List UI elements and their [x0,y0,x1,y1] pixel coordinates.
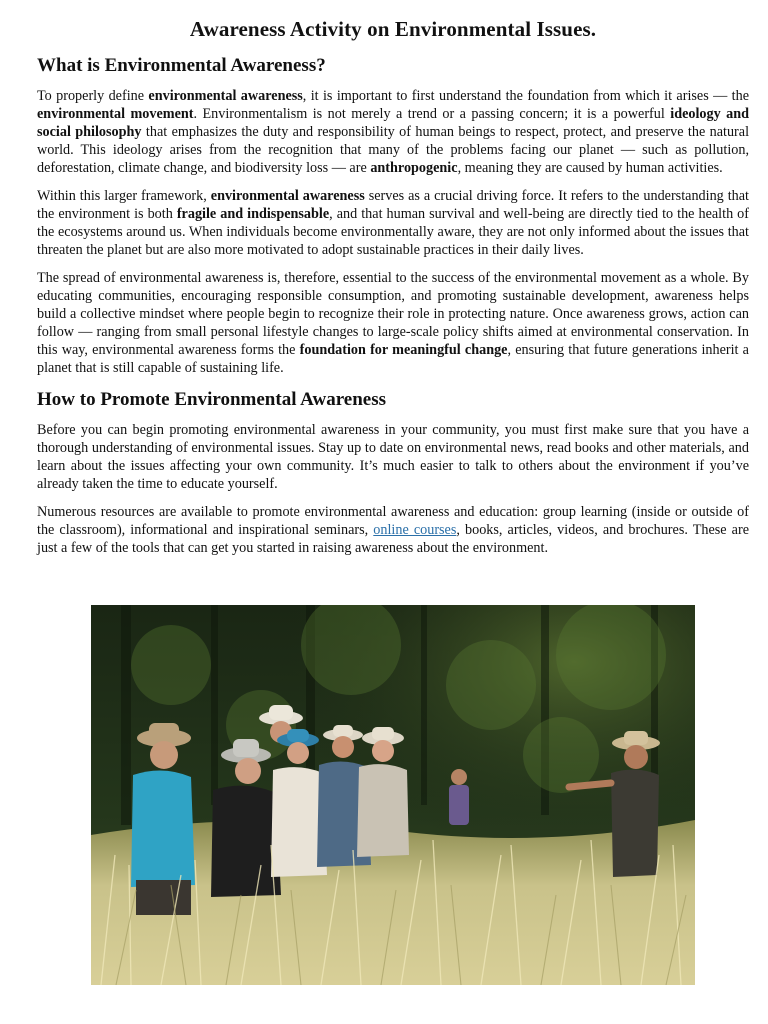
bold-term: environmental awareness [148,88,303,104]
paragraph-framework: Within this larger framework, environmental awareness serves as a crucial driving force. It refers to the understanding that the environment is both fragile and indispensable, and that human survival and well-being are directly tied to the health of the ecosystems around us. When individuals become environmentally aware, they are not only informed about the issues that threaten the planet but are also more motivated to adopt sustainable practices in their daily lives. [37,187,750,259]
document-page [37,14,749,567]
bold-term: fragile and indispensable [176,206,330,223]
section-heading-what-is: What is Environmental Awareness? [37,55,326,76]
bold-term: environmental movement [37,106,194,123]
person-distant [449,769,469,825]
photo-group-in-meadow [91,605,695,985]
section-heading-how-to: How to Promote Environmental Awareness [37,388,387,410]
bold-term: anthropogenic [370,160,458,177]
paragraph-spread: The spread of environmental awareness is, therefore, essential to the success of the environmental movement as a whole. By educating communities, encouraging responsible consumption, and promoting sustainable development, awareness helps build a collective mindset where people begin to recognize their role in protecting nature. Once awareness grows, action can follow — ranging from small personal lifestyle changes to large-scale policy shifts aimed at environmental conservation. In this way, environmental awareness forms the foundation for meaningful change, ensuring that future generations inherit a planet that is still capable of sustaining life. [37,269,749,377]
bold-term: ideology and social philosophy [37,106,750,141]
photo-illustration [91,605,695,985]
paragraph-definition: To properly define environmental awareness, it is important to first understand the foundation from which it arises — the environmental movement. Environmentalism is not merely a trend or a passing concern; it is a powerful ideology and social philosophy that emphasizes the duty and responsibility of human beings to respect, protect, and preserve the natural world. This ideology arises from the recognition that many of the problems facing our planet — such as pollution, deforestation, climate change, and biodiversity loss — are anthropogenic, meaning they are caused by human activities. [37,88,750,177]
paragraph-resources: Numerous resources are available to promote environmental awareness and education: group learning (inside or outside of the classroom), informational and inspirational seminars, online courses, books, articles, videos, and brochures. These are just a few of the tools that can get you started in raising awareness about the environment. [37,503,750,556]
paragraph-before-you-begin: Before you can begin promoting environmental awareness in your community, you must first make sure that you have a thorough understanding of environmental issues. Stay up to date on environmental news, read books and other materials, and learn about the issues affecting your own community. It’s much easier to talk to others about the environment if you’ve already taken the time to educate yourself. [37,421,749,493]
bold-term: environmental awareness [210,187,365,204]
bold-term: foundation for meaningful change [299,342,508,359]
online-courses-link[interactable]: online courses [373,521,457,538]
page-title: Awareness Activity on Environmental Issues. [189,17,597,41]
